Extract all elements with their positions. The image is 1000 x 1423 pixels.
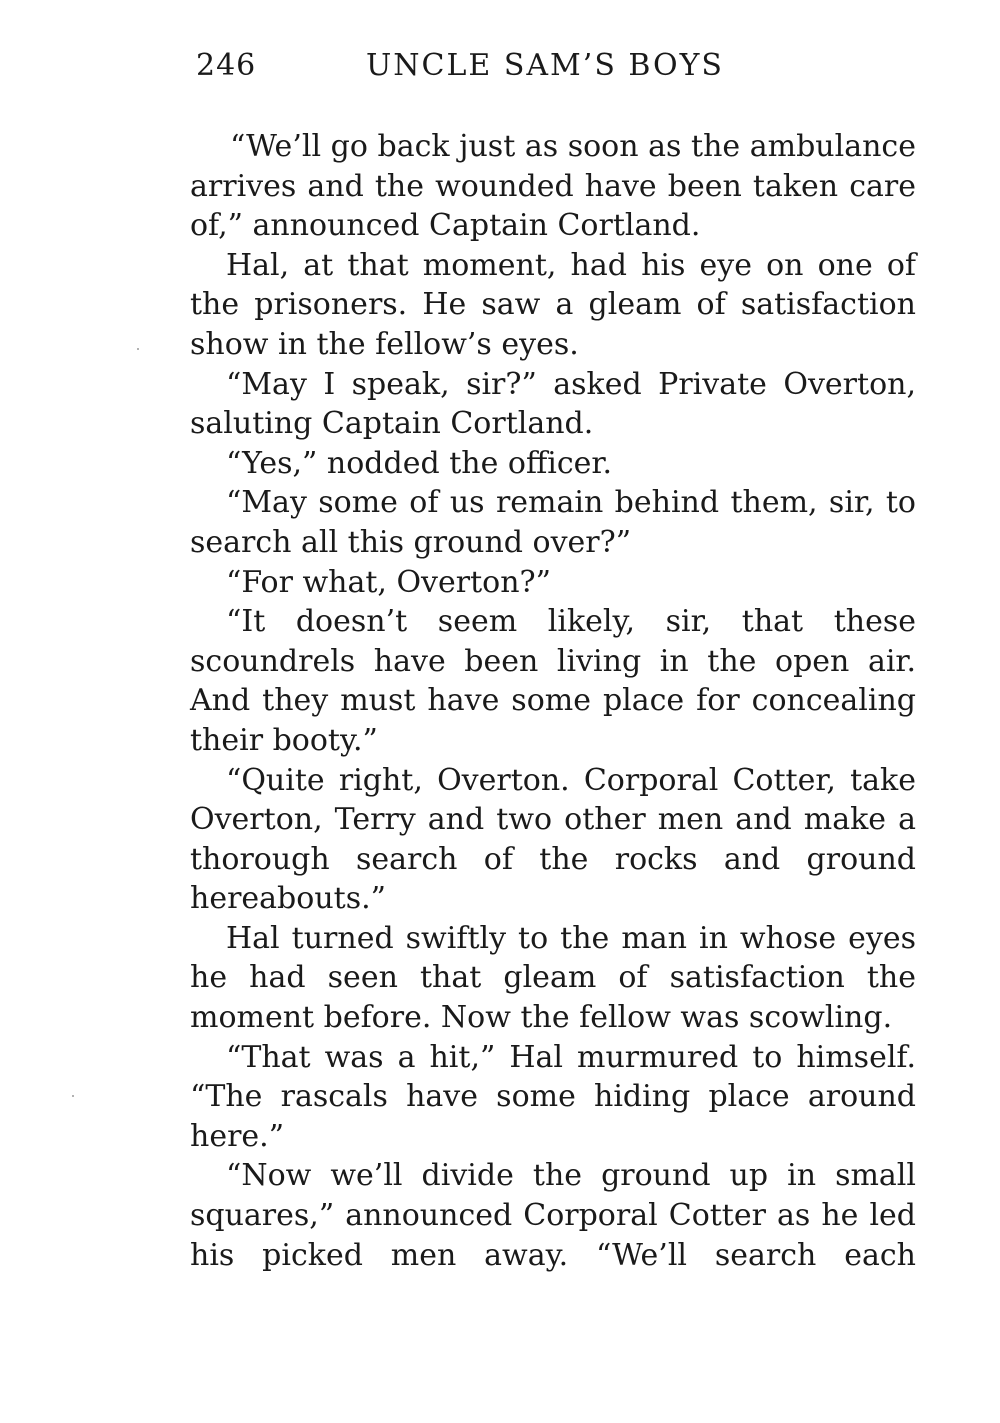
scan-speck <box>72 1095 74 1097</box>
paragraph: “For what, Overton?” <box>226 564 551 600</box>
running-title: UNCLE SAM’S BOYS <box>366 48 724 83</box>
page-number: 246 <box>196 48 257 83</box>
paragraph: “That was a hit,” Hal murmured to himself. “The rascals have some hiding place around here.” <box>190 1039 916 1154</box>
paragraph: “Yes,” nodded the officer. <box>226 445 612 481</box>
paragraph: “We’ll go back just as soon as the ambulance arrives and the wounded have been taken care of,” announced Captain Cortland. <box>190 129 916 244</box>
paragraph: “Quite right, Overton. Corporal Cotter, take Overton, Terry and two other men and make a thorough search of the rocks and ground hereabouts.” <box>190 762 916 917</box>
paragraph: “Now we’ll divide the ground up in small squares,” announced Corporal Cotter as he led his picked men away. “We’ll search each <box>190 1158 916 1273</box>
paragraph: Hal, at that moment, had his eye on one of the prisoners. He saw a gleam of satisfaction show in the fellow’s eyes. <box>190 247 916 362</box>
paragraph: “May some of us remain behind them, sir, to search all this ground over?” <box>190 485 916 560</box>
scan-speck <box>137 348 139 350</box>
page-header <box>196 44 756 88</box>
paragraph: “It doesn’t seem likely, sir, that these scoundrels have been living in the open air. And they must have some place for concealing their booty.” <box>190 604 916 758</box>
paragraph: “May I speak, sir?” asked Private Overton, saluting Captain Cortland. <box>190 366 916 442</box>
body-text <box>190 127 916 1275</box>
paragraph: Hal turned swiftly to the man in whose eyes he had seen that gleam of satisfaction the moment before. Now the fellow was scowling. <box>190 920 916 1036</box>
